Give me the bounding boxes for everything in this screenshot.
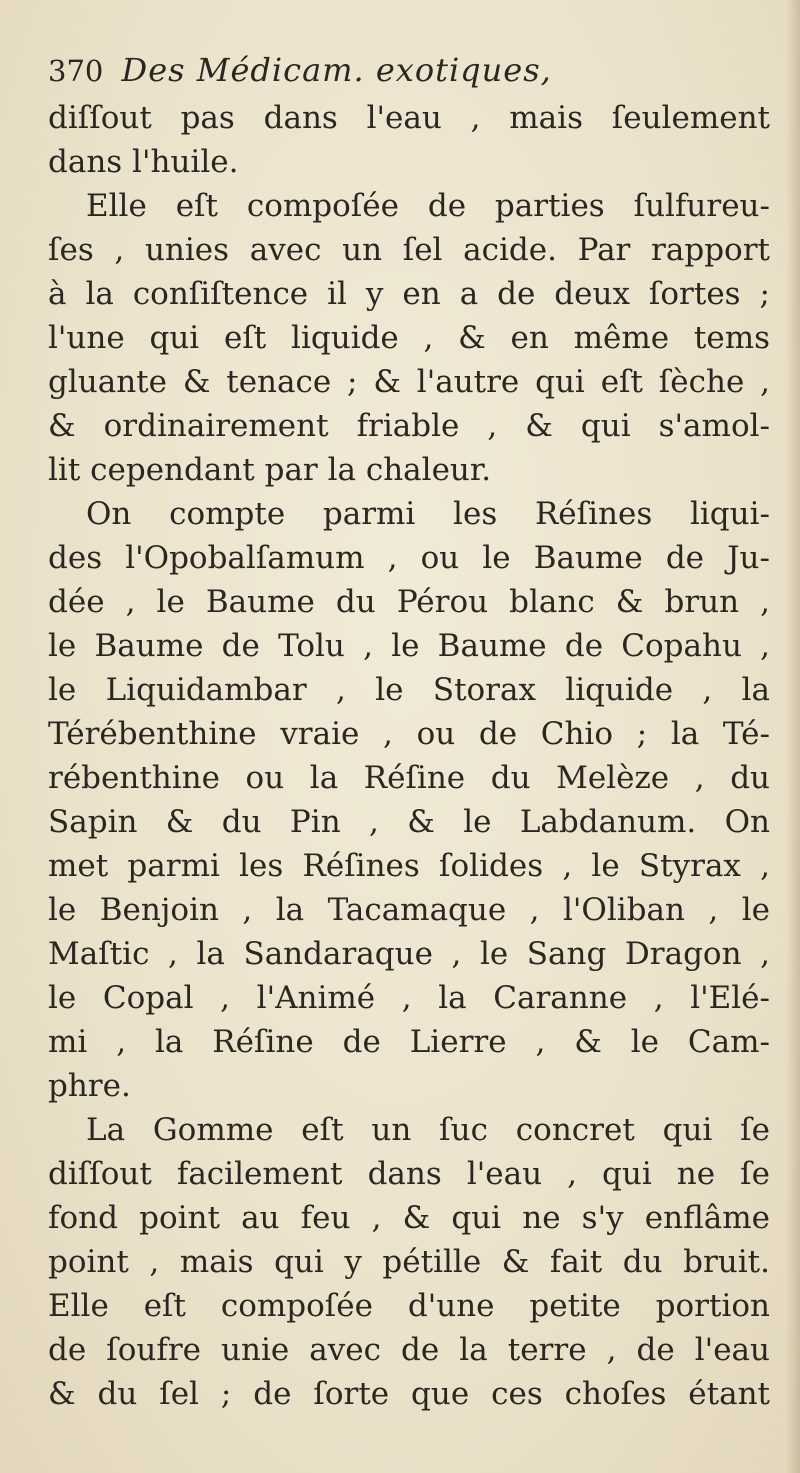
text-line: lit cependant par la chaleur. [48, 452, 492, 488]
text-line: Maſtic , la Sandaraque , le Sang Dragon , [48, 936, 770, 972]
running-header [48, 44, 768, 96]
text-line: gluante & tenace ; & l'autre qui eſt ſèche , [48, 364, 770, 400]
running-title: Des Médicam. exotiques, [121, 51, 552, 89]
body-text [48, 96, 770, 1416]
text-line: le Benjoin , la Tacamaque , l'Oliban , le [48, 892, 770, 928]
text-line: Sapin & du Pin , & le Labdanum. On [48, 804, 770, 840]
text-line: Elle eſt compoſée d'une petite portion [48, 1288, 770, 1324]
text-line: & ordinairement friable , & qui s'amol- [48, 408, 770, 444]
text-line: de ſoufre unie avec de la terre , de l'eau [48, 1332, 770, 1368]
text-line: phre. [48, 1068, 131, 1104]
text-line: le Copal , l'Animé , la Caranne , l'Elé- [48, 980, 770, 1016]
text-line: met parmi les Réſines ſolides , le Styrax , [48, 848, 770, 884]
text-line: dée , le Baume du Pérou blanc & brun , [48, 584, 770, 620]
text-line: diſſout pas dans l'eau , mais ſeulement [48, 100, 770, 136]
text-line: Elle eſt compoſée de parties ſulfureu- [86, 188, 770, 224]
text-line: & du ſel ; de ſorte que ces choſes étant [48, 1376, 770, 1412]
text-line: On compte parmi les Réſines liqui- [86, 496, 770, 532]
text-line: l'une qui eſt liquide , & en même tems [48, 320, 770, 356]
text-line: à la conſiſtence il y en a de deux ſortes ; [48, 276, 770, 312]
text-line: Térébenthine vraie , ou de Chio ; la Té- [48, 716, 770, 752]
text-line: ſes , unies avec un ſel acide. Par rapport [48, 232, 770, 268]
text-line: rébenthine ou la Réſine du Melèze , du [48, 760, 770, 796]
text-line: le Baume de Tolu , le Baume de Copahu , [48, 628, 770, 664]
text-line: mi , la Réſine de Lierre , & le Cam- [48, 1024, 770, 1060]
text-line: fond point au feu , & qui ne s'y enflâme [48, 1200, 770, 1236]
page-number: 370 [48, 54, 104, 88]
text-line: point , mais qui y pétille & fait du bruit. [48, 1244, 770, 1280]
text-line: La Gomme eſt un ſuc concret qui ſe [86, 1112, 770, 1148]
text-line: le Liquidambar , le Storax liquide , la [48, 672, 770, 708]
page-edge-shadow [786, 0, 800, 1473]
text-line: diſſout facilement dans l'eau , qui ne ſe [48, 1156, 770, 1192]
text-line: des l'Opobalſamum , ou le Baume de Ju- [48, 540, 770, 576]
text-line: dans l'huile. [48, 144, 239, 180]
